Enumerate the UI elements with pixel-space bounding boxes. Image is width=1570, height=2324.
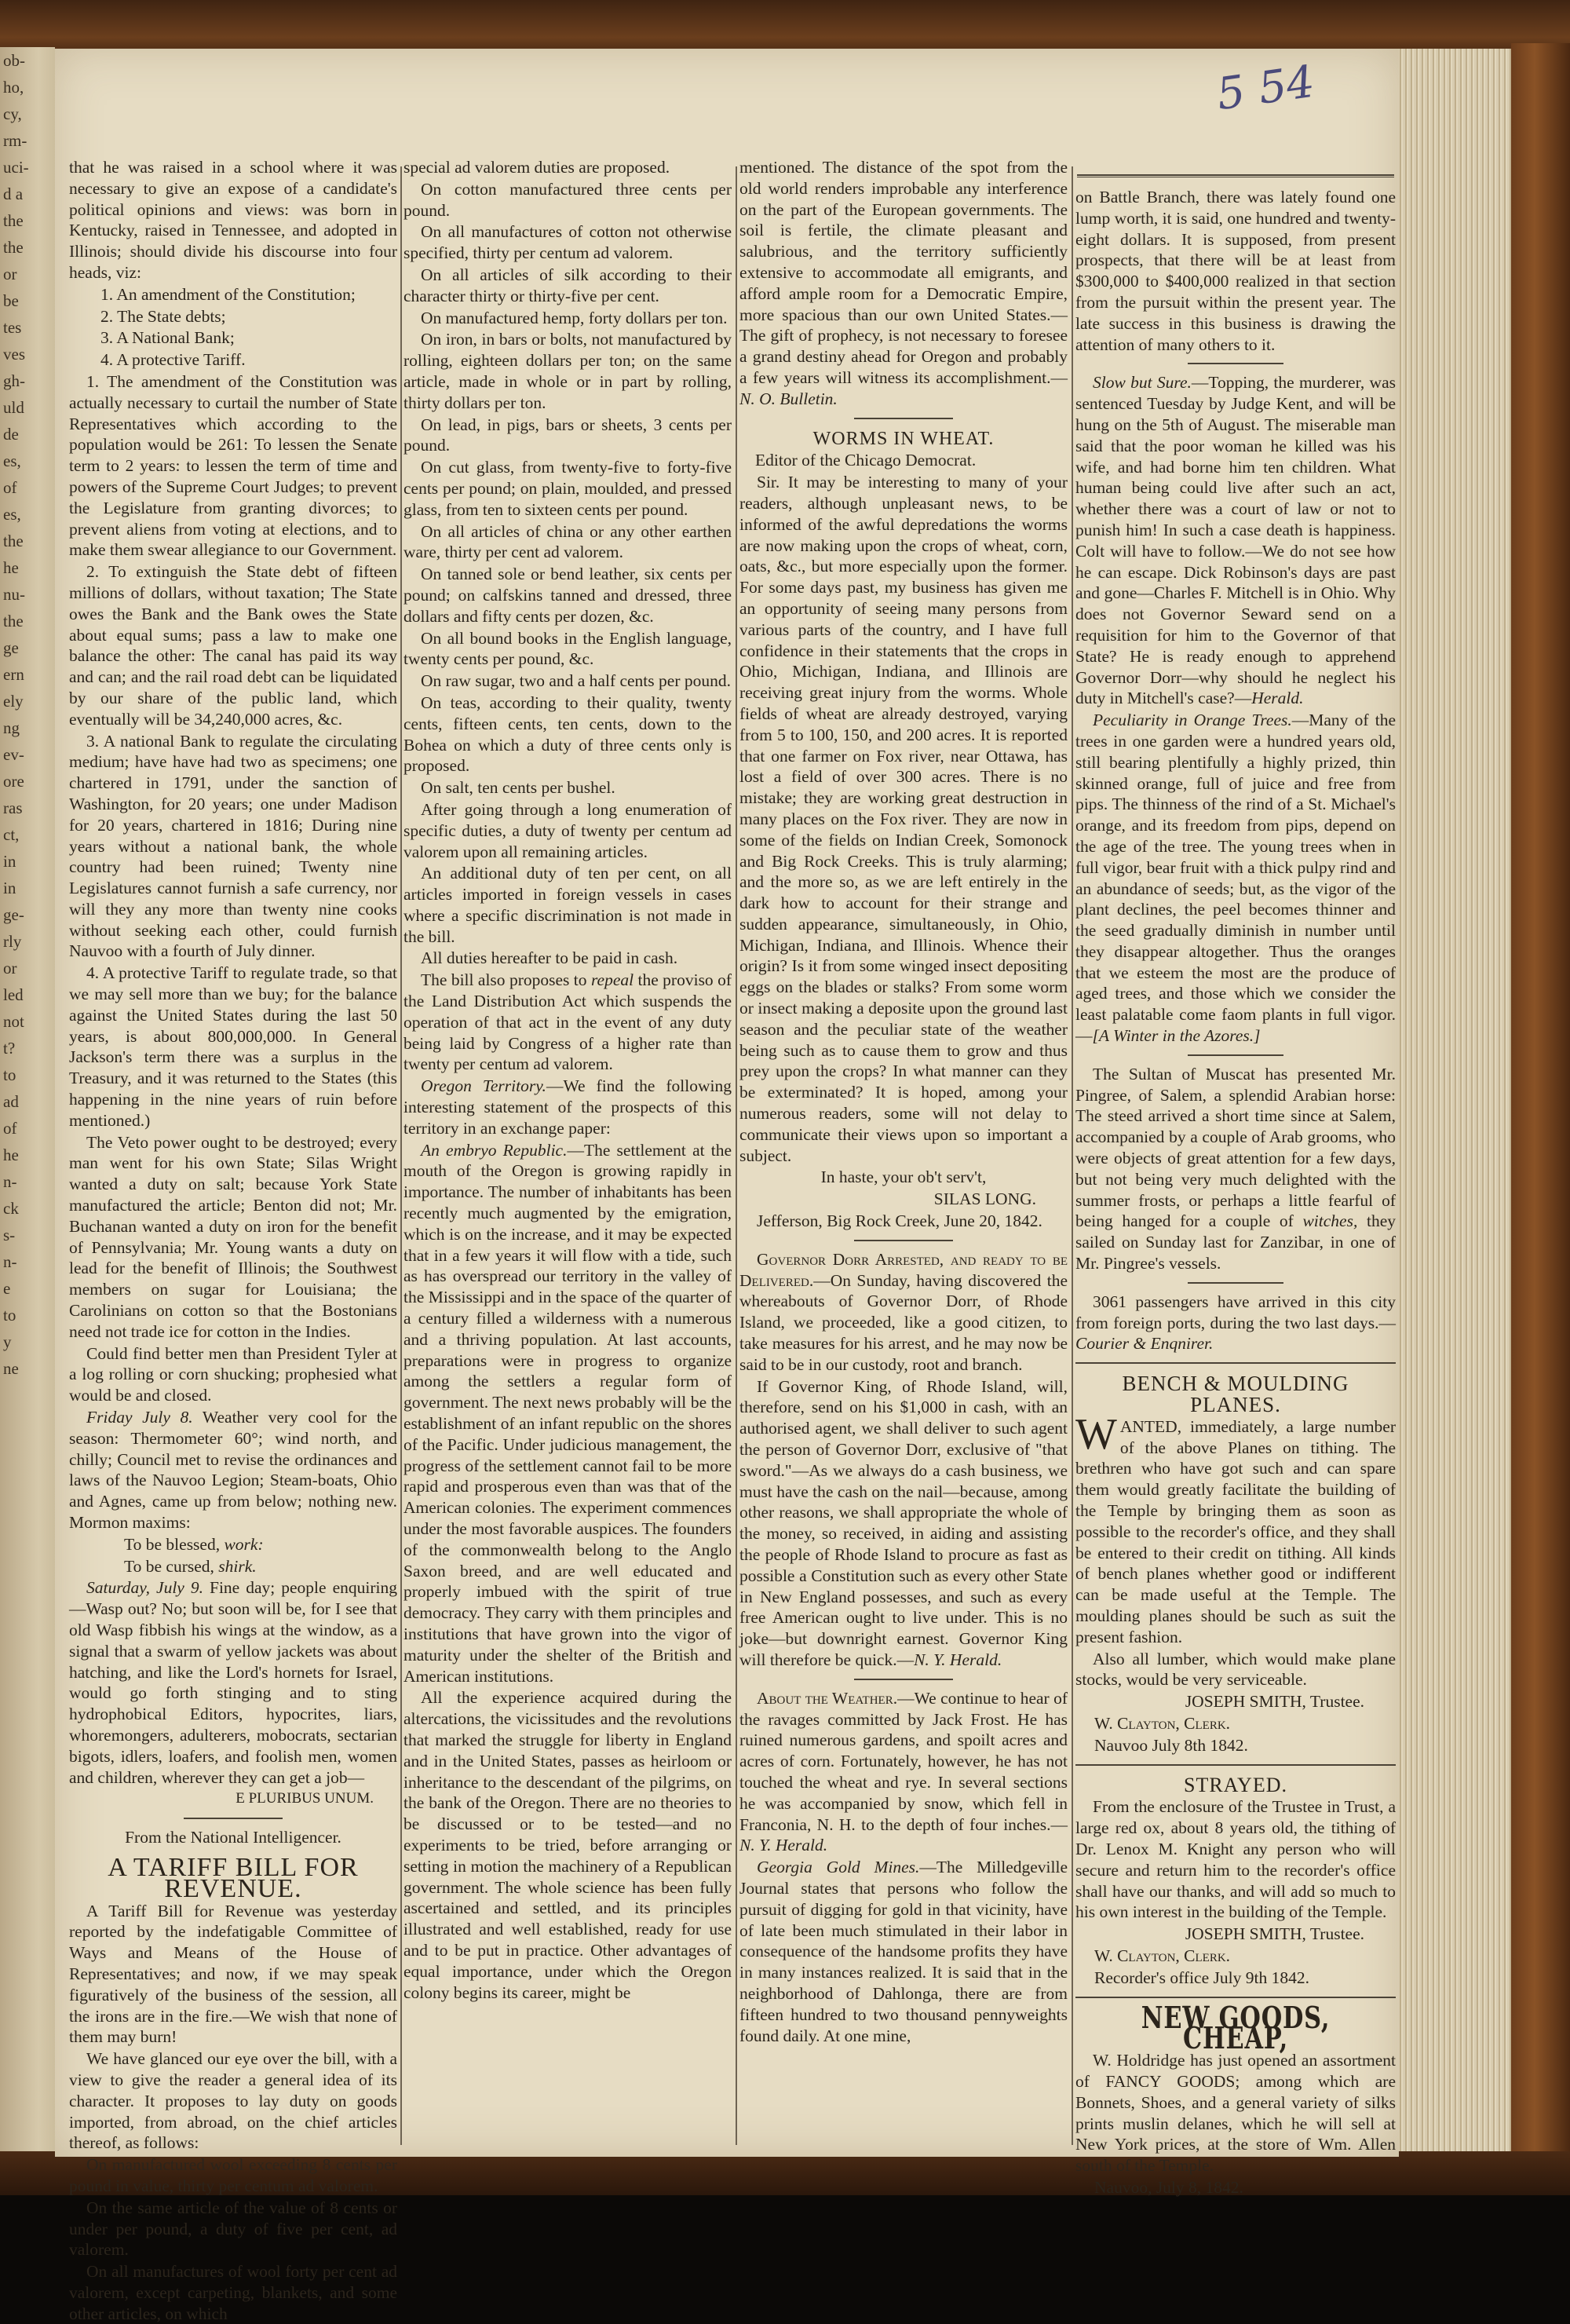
maxim-word: work:: [224, 1534, 264, 1554]
emphasis: witches,: [1302, 1211, 1358, 1231]
source-credit: N. O. Bulletin.: [739, 389, 838, 408]
gutter-fragment: ng: [3, 718, 20, 737]
column-2: [403, 157, 732, 2158]
gutter-fragment: to: [3, 1306, 16, 1325]
gutter-fragment: n-: [3, 1252, 17, 1271]
gutter-fragment: uld: [3, 398, 24, 417]
gutter-fragment: cy,: [3, 104, 22, 123]
paragraph: [403, 1140, 732, 1687]
separator: [854, 418, 952, 419]
gutter-fragment: the: [3, 532, 24, 550]
paragraph: special ad valorem duties are proposed.: [403, 158, 670, 177]
paragraph-text: they sailed on Sunday last for Zanzibar, in one of Mr. Pingree's vessels.: [1075, 1211, 1396, 1273]
paragraph: that he was raised in a school where it was necessary to give an expose of a candidate's political opinions and views: was born in Kentucky, raised in Tennessee, and adopted in Illinois; should divide his discourse into four heads, viz:: [69, 158, 397, 282]
paragraph-text: —The settlement at the mouth of the Oregon is growing rapidly in importance. The number of inhabitants has been recently much augmented by the emigration, which is on the increase, and it may be expected that in a few years it will flow with a tide, such as has overspread our territory in the valley of the Mississippi and in the space of the quarter of a century filled a wilderness with a numerous and a thriving population. At last accounts, preparations were in progress to organize among the settlers a regular form of government. The next news probably will be the establishment of an infant republic on the shores of the Pacific. Under judicious management, the progress of the settlement cannot fail to be more rapid and prosperous even than was that of the American colonies. The experiment commences under the most favorable auspices. The founders of the commonwealth belong to the Anglo Saxon breed, and are well educated and properly imbued with the spirit of true democracy. They carry with them principles and institutions that have grown into the vigor of maturity under the shelter of the British and American institutions.: [403, 1140, 732, 1686]
column-rule: [736, 166, 737, 2145]
gutter-fragment: ad: [3, 1092, 19, 1111]
paragraph: [1075, 710, 1396, 1047]
gutter-fragment: ck: [3, 1199, 19, 1218]
goods-heading: NEW GOODS, CHEAP,: [1141, 1999, 1331, 2056]
gutter-fragment: ves: [3, 345, 25, 364]
column-3: [739, 157, 1068, 2158]
bench-ad-heading: BENCH & MOULDING PLANES.: [1122, 1372, 1349, 1417]
gutter-fragment: t?: [3, 1039, 16, 1058]
paragraph: The Veto power ought to be destroyed; every man went for his own State; Silas Wright wanted a duty on salt; because York State manufactured the article; Benton did not; Mr. Buchanan wanted a duty on iron for the benefit of Pennsylvania; Mr. Young wants a duty on lead for the benefit of Illinois; the Southwest members on sugar for Louisiana; the Carolinians on cotton so that the Bostonians need not trade ice for cotton in the Indies.: [69, 1132, 397, 1341]
paragraph-text: The Sultan of Muscat has presented Mr. Pingree, of Salem, a splendid Arabian horse: The steed arrived a short time since at Salem, accompanied by a couple of Arab grooms, who were objects of great attention for a few days, but not being very much delighted with the summer frosts, or perhaps a little fearful of being hanged for a couple of: [1075, 1064, 1396, 1231]
paragraph-text: Weather very cool for the season: Thermometer 60°; wind north, and chilly; Council met to revise the ordinances and laws of the Nauvoo Legion; Steam-boats, Ohio and Agnes, came up from below; nothing new. Mormon maxims:: [69, 1408, 398, 1532]
separator: [1188, 1282, 1283, 1284]
gutter-fragment: ho,: [3, 78, 24, 97]
paragraph: 3. A national Bank to regulate the circulating medium; have have had two as specimens; one chartered in 1791, under the sanction of Washington, for 20 years; one under Madison for 20 years, chartered in 1816; During nine years without a national bank, the whole country had been ruined; Twenty nine Legislatures cannot furnish a safe currency, nor will they any more than twenty nine cooks without seeking each other, could furnish Nauvoo with a fourth of July dinner.: [69, 731, 397, 961]
article-lead: An embryo Republic.: [421, 1140, 568, 1160]
paragraph: We have glanced our eye over the bill, with a view to give the reader a general idea of its character. It proposes to lay duty on goods imported, from abroad, on the chief articles thereof, as follows:: [69, 2049, 397, 2153]
maxim: [69, 1534, 397, 1555]
gutter-fragment: es,: [3, 505, 21, 524]
worms-heading: WORMS IN WHEAT.: [812, 428, 995, 449]
list-item: 2. The State debts;: [100, 306, 226, 326]
gutter-fragment: ne: [3, 1359, 19, 1378]
gutter-fragment: he: [3, 1146, 19, 1164]
maxim-text: To be cursed,: [124, 1556, 219, 1576]
paragraph: [1075, 372, 1396, 709]
paragraph: [403, 970, 732, 1075]
strayed-heading: STRAYED.: [1183, 1773, 1287, 1796]
paragraph: [739, 1857, 1068, 2046]
paragraph-text: 3061 passengers have arrived in this city from foreign ports, during the two last days.—: [1075, 1292, 1396, 1332]
separator: [1075, 1362, 1396, 1364]
list-item: 3. A National Bank;: [100, 328, 235, 348]
paragraph: On all articles of china or any other earthen ware, thirty per cent ad valorem.: [403, 521, 732, 562]
paragraph-text: —Topping, the murderer, was sentenced Tuesday by Judge Kent, and will be hung on the 5th of August. The miserable man said that the poor woman he killed was his wife, and had borne him ten children. What human being could live after such an act, whether there was a court of law or not to punish him! In such a case death is happiness. Colt will have to follow.—We do not see how he can escape. Dick Robinson's days are past and gone—Charles F. Mitchell is in Ohio. Why does not Governor Seward send on a requisition for him to the Governor of that State? He is ready enough to apprehend Governor Dorr—why should he neglect his duty in Mitchell's case?—: [1075, 373, 1396, 708]
ad-text: Also all lumber, which would make plane stocks, would be very serviceable.: [1075, 1649, 1396, 1690]
paragraph: After going through a long enumeration of specific duties, a duty of twenty per centum ad valorem upon all remaining articles.: [403, 799, 732, 861]
gutter-fragment: the: [3, 612, 24, 630]
separator: [854, 1679, 952, 1680]
paragraph-text: mentioned. The distance of the spot from the old world renders improbable any interference on the part of the European governments. The soil is fertile, the climate pleasant and salubrious, and the territory sufficiently extensive to accommodate all emigrants, and afford ample room for a Democratic Empire, more spacious than our own United States.—The gift of prophecy, is not necessary to foresee a grand destiny ahead for Oregon and probably a few years will witness its accomplishment.—: [739, 158, 1068, 387]
article-lead: About the Weather.: [757, 1688, 898, 1708]
paragraph: On all manufactures of cotton not otherwise specified, thirty per centum ad valorem.: [403, 222, 732, 263]
gutter-fragment: e: [3, 1279, 11, 1298]
paragraph-text: The bill also proposes to: [421, 970, 591, 990]
article-lead: Peculiarity in Orange Trees.: [1093, 711, 1292, 730]
gutter-fragment: the: [3, 211, 24, 230]
ad-date: Nauvoo July 8th 1842.: [1094, 1735, 1248, 1755]
gutter-fragment: ev-: [3, 745, 24, 764]
facing-page-gutter: [0, 47, 55, 2159]
paragraph: On manufactured wool exceeding 8 cents per pound in value, thirty per centum ad valorem.: [69, 2155, 397, 2195]
gutter-fragment: the: [3, 238, 24, 257]
ad-date: Nauvoo, July 8, 1842.: [1094, 2177, 1243, 2197]
gutter-fragment: not: [3, 1012, 24, 1031]
source-credit: Herald.: [1251, 689, 1304, 708]
ad-signature: JOSEPH SMITH, Trustee.: [1185, 1924, 1364, 1944]
gutter-fragment: or: [3, 265, 17, 283]
paragraph: Could find better men than President Tyler at a log rolling or corn shucking; prophesied what would be and closed.: [69, 1343, 397, 1405]
letter-close: In haste, your ob't serv't,: [820, 1167, 987, 1187]
paragraph: [739, 1249, 1068, 1376]
article-lead: Governor Dorr Arrested, and ready to be Delivered.: [739, 1249, 1068, 1290]
paragraph: 4. A protective Tariff to regulate trade, so that we may sell more than we buy; for the balance against the United States during the last 50 years, is about 800,000,000. In General Jackson's term there was a surplus in the Treasury, and it was returned to the States (this happening in the nine years of ruin before mentioned.): [69, 963, 397, 1130]
gutter-fragment: y: [3, 1332, 12, 1351]
list-item: 1. An amendment of the Constitution;: [100, 284, 356, 304]
maxim: [69, 1556, 397, 1577]
date-lead: Friday July 8.: [86, 1408, 193, 1427]
paragraph: All duties hereafter to be paid in cash.: [421, 948, 678, 968]
paragraph-text: —Many of the trees in one garden were a hundred years old, still bearing plentifully a highly prized, thin skinned orange, full of juice and free from pips. The thinness of the rind of a St. Michael's orange, and its freedom from pips, depend on the age of the tree. The young trees when in full vigor, bear fruit with a thick pulpy rind and an abundance of seeds; but, as the vigor of the plant declines, the peel becomes thinner and the seed gradually diminish in number until they disappear altogether. Thus the oranges that we esteem the most are the produce of aged trees, and those which we consider the least palatable come faom plants in full vigor.—: [1075, 711, 1396, 1046]
ad-clerk: W. Clayton, Clerk.: [1094, 1713, 1231, 1733]
source-credit: Courier & Enqnirer.: [1075, 1334, 1214, 1354]
column-top-rule: [1077, 174, 1394, 177]
source-credit: [A Winter in the Azores.]: [1092, 1026, 1261, 1046]
source-credit: N. Y. Herald.: [914, 1650, 1002, 1669]
heads-list: [69, 284, 397, 371]
paragraph: [739, 1376, 1068, 1671]
gutter-fragment: he: [3, 558, 19, 577]
gutter-fragment: rm-: [3, 131, 27, 150]
maxim-word: shirk.: [218, 1556, 257, 1576]
paragraph: [739, 1688, 1068, 1856]
book-cover-edge: [1511, 43, 1570, 2163]
paragraph-text: Fine day; people enquiring—Wasp out? No; but soon will be, for I see that old Wasp fibbish his wings at the window, as a signal that a swarm of yellow jackets was about hatching, and like the Lord's hornets for Israel, would go forth stinging and to sting hydrophobical Editors, hypocrites, liars, whoremongers, adulterers, mobocrats, sectarian bigots, idlers, loafers, and foolish men, women and children, wherever they can get a job—: [69, 1578, 397, 1787]
paragraph: On manufactured hemp, forty dollars per ton.: [421, 308, 728, 327]
gutter-fragment: ge: [3, 638, 19, 657]
source-line: From the National Intelligencer.: [125, 1828, 341, 1847]
gutter-fragment: es,: [3, 451, 21, 470]
paragraph: On lead, in pigs, bars or sheets, 3 cents per pound.: [403, 415, 732, 455]
paragraph-text: —The Milledgeville Journal states that persons who follow the pursuit of digging for gold in that vicinity, have of late been much stimulated in their labor in consequence of the handsome profits they have in many instances realized. It is said that in the neighborhood of Dahlonga, there are from fifteen hundred to two thousand pennyweights found daily. At one mine,: [739, 1858, 1068, 2045]
ad-text: WANTED, immediately, a large number of the above Planes on tithing. The brethren who have got such and can spare them would greatly facilitate the building of the Temple by bringing them as soon as possible to the recorder's office, and they shall be entered to their credit on tithing. All kinds of bench planes whether good or indifferent can be made useful at the Temple. The moulding planes should be such as suit the present fashion.: [1075, 1409, 1396, 1646]
ad-signature: JOSEPH SMITH, Trustee.: [1185, 1692, 1364, 1712]
column-1: [69, 157, 398, 2323]
column-rule: [1072, 166, 1073, 2145]
paragraph: [69, 1577, 397, 1788]
paragraph: On teas, according to their quality, twenty cents, fifteen cents, ten cents, down to the Bohea on which a duty of three cents only is proposed.: [403, 692, 732, 776]
gutter-fragment: ob-: [3, 51, 25, 70]
paragraph: On tanned sole or bend leather, six cents per pound; on calfskins tanned and dressed, three dollars and fifty cents per dozen, &c.: [403, 565, 732, 626]
paragraph: 1. The amendment of the Constitution was actually necessary to curtail the number of State Representatives which according to the population would be 261: To lessen the Senate term to 2 years: to lessen the term of time and powers of the Supreme Court Judges; to prevent the Legislature from granting divorces; to prevent aliens from voting at elections, and to make them swear allegiance to our Government.: [69, 371, 397, 560]
page-stack-edge: [1397, 49, 1515, 2161]
paragraph: [1075, 1292, 1396, 1354]
column-rule: [400, 166, 402, 2145]
gutter-fragment: to: [3, 1065, 16, 1084]
separator: [184, 1818, 282, 1819]
gutter-fragment: rly: [3, 932, 22, 951]
gutter-fragment: de: [3, 425, 19, 444]
gutter-fragment: in: [3, 879, 16, 897]
paragraph: On iron, in bars or bolts, not manufactured by rolling, eighteen dollars per ton; on the same article, made in whole or in part by rolling, thirty dollars per ton.: [403, 330, 732, 412]
separator: [1188, 1054, 1283, 1056]
letter-signature: SILAS LONG.: [933, 1189, 1036, 1209]
list-item: 4. A protective Tariff.: [100, 350, 246, 370]
editor-line: Editor of the Chicago Democrat.: [755, 451, 977, 470]
paragraph: On cut glass, from twenty-five to forty-five cents per pound; on plain, moulded, and pressed glass, from ten to sixteen cents per pound.: [403, 458, 732, 519]
paragraph-text: —We find the following interesting statement of the prospects of this territory in an exchange paper:: [403, 1076, 732, 1138]
gutter-fragment: ge-: [3, 905, 24, 924]
gutter-fragment: in: [3, 852, 16, 871]
paragraph: An additional duty of ten per cent, on all articles imported in foreign vessels in cases where a specific discrimination is not made in the bill.: [403, 864, 732, 946]
column-4: [1075, 187, 1396, 2197]
paragraph: [69, 1407, 397, 1533]
separator: [1075, 1764, 1396, 1766]
paragraph: On cotton manufactured three cents per pound.: [403, 179, 732, 220]
date-lead: Saturday, July 9.: [86, 1578, 203, 1598]
gutter-fragment: or: [3, 959, 17, 977]
paragraph: All the experience acquired during the altercations, the vicissitudes and the revolutions that marked the struggle for liberty in England and in the United States, passes as heirloom or inheritance to the descendant of the pilgrims, on the bank of the Oregon. There are no theories to be discussed or to be tested—and no experiments to be tried, before arranging or setting in motion the machinery of a Republican government. The whole science has been fully ascertained and settled, and its principles illustrated and well established, ready for use and to be put in practice. Other advantages of equal importance, under which the Oregon colony begins its career, might be: [403, 1688, 732, 2002]
gutter-fragment: of: [3, 478, 17, 497]
gutter-fragment: d a: [3, 185, 24, 203]
article-lead: Oregon Territory.: [421, 1076, 546, 1096]
gutter-fragment: tes: [3, 318, 22, 337]
gutter-fragment: ct,: [3, 825, 20, 844]
paragraph-text: If Governor King, of Rhode Island, will, therefore, send on his $1,000 in cash, with an authorised agent, we shall deliver to such agent the person of Governor Dorr, exclusive of "that sword."—As we always do a cash business, we must have the cash on the nail—because, among other reasons, we shall appropriate the whole of the money, so received, in aiding and assisting the people of Rhode Island to procure as fast as possible a Constitution such as every other State in New England possesses, and such as every free American ought to live under. This is no joke—but downright earnest. Governor King will therefore be quick.—: [739, 1376, 1068, 1669]
gutter-fragment: uci-: [3, 158, 29, 177]
gutter-fragment: of: [3, 1119, 17, 1138]
separator: [1075, 1997, 1396, 1998]
paragraph-text: —We continue to hear of the ravages committed by Jack Frost. He has ruined numerous gardens, and spoilt acres and acres of corn. Fortunately, however, he has not touched the wheat and rye. In several sections he was accompanied by snow, which fell in Franconia, N. H. to the depth of four inches.—: [739, 1688, 1068, 1834]
paragraph-text: —On Sunday, having discovered the whereabouts of Governor Dorr, of Rhode Island, we proceeded, like a good citizen, to take measures for his arrest, and he may now be said to be in our custody, root and branch.: [739, 1270, 1068, 1374]
emphasis: repeal: [590, 970, 634, 990]
handwritten-folio: 5 54: [1214, 56, 1318, 121]
paragraph: [739, 157, 1068, 410]
paragraph: On salt, ten cents per bushel.: [421, 778, 615, 798]
gutter-fragment: ern: [3, 665, 24, 684]
paragraph: On the same article of the value of 8 cents or under per pound, a duty of five per cent, ad valorem.: [69, 2198, 397, 2260]
ad-date: Recorder's office July 9th 1842.: [1094, 1968, 1309, 1987]
tariff-heading: A TARIFF BILL FOR REVENUE.: [108, 1852, 359, 1903]
paragraph: 2. To extinguish the State debt of fifteen millions of dollars, without taxation; The State owes the Bank and the Bank owes the State about equal sums; pass a law to make one balance the other: The canal has paid its way and can; and the rail road debt can be liquidated by our share of the public land, which eventually will be 34,240,000 acres, &c.: [69, 562, 397, 729]
article-lead: Georgia Gold Mines.: [757, 1858, 920, 1877]
paragraph-text: the proviso of the Land Distribution Act which suspends the operation of that act in the event of any duty being laid by Congress of a higher rate than twenty per centum ad valorem.: [403, 970, 732, 1074]
gutter-fragment: be: [3, 291, 19, 310]
paragraph: [1075, 1064, 1396, 1274]
gutter-fragment: s-: [3, 1226, 16, 1244]
ad-clerk: W. Clayton, Clerk.: [1094, 1946, 1231, 1965]
newspaper-page: [55, 49, 1399, 2323]
paragraph: on Battle Branch, there was lately found one lump worth, it is said, one hundred and twenty-eight dollars. It is supposed, from present prospects, that there will be at least from $300,000 to $400,000 realized in that section from the pursuit within the present year. The late success in this business is drawing the attention of many others to it.: [1075, 188, 1396, 354]
paragraph: Sir. It may be interesting to many of your readers, although unpleasant news, to be informed of the awful depredations the worms are now making upon the crops of wheat, corn, oats, &c., but more especially upon the former. For some days past, my business has given me an opportunity of seeing many persons from various parts of the country, and I have full confidence in their statements that the crops in Ohio, Michigan, Indiana, and Illinois are receiving great injury from the worms. Whole fields of wheat are already destroyed, varying from 5 to 100, 150, and 200 acres. It is reported that one farmer on Fox river, near Ottawa, has lost a field of over 300 acres. There is no mistake; they are working great destruction in many places on the Fox river. They are now in some of the fields on Indian Creek, Somonock and Big Rock Creeks. This is truly alarming; and the more so, as we are left entirely in the dark how to account for their strange and sudden appearance, simultaneously, in Ohio, Michigan, Indiana, and Illinois. Whence their origin? Is it from some winged insect depositing eggs on the blades or stalks? From some worm or insect making a deposite upon the ground last season and the peculiar state of the weather being such as to cause them to grow and thus prey upon the crops? In what manner can they be exterminated? It is hoped, among your numerous readers, some will not delay to communicate their views upon so important a subject.: [739, 473, 1068, 1165]
signoff: E PLURIBUS UNUM.: [236, 1790, 374, 1807]
gutter-fragment: ore: [3, 772, 24, 791]
gutter-fragment: n-: [3, 1172, 17, 1191]
gutter-fragment: led: [3, 985, 24, 1004]
gutter-fragment: nu-: [3, 585, 25, 604]
gutter-fragment: gh-: [3, 371, 25, 390]
paragraph: A Tariff Bill for Revenue was yesterday reported by the indefatigable Committee of Ways and Means of the House of Representatives; and now, if we may speak figuratively of the business of the session, all the irons are in the fire.—We wish that none of them may burn!: [69, 1901, 397, 2047]
separator: [1188, 363, 1283, 364]
maxim-text: To be blessed,: [124, 1534, 225, 1554]
letter-place: Jefferson, Big Rock Creek, June 20, 1842.: [757, 1211, 1042, 1231]
separator: [854, 1240, 952, 1241]
source-credit: N. Y. Herald.: [739, 1836, 828, 1855]
gutter-fragment: ely: [3, 692, 24, 711]
paragraph: On all articles of silk according to their character thirty or thirty-five per cent.: [403, 265, 732, 305]
gutter-fragment: ras: [3, 798, 23, 817]
paragraph: On all bound books in the English language, twenty cents per pound, &c.: [403, 628, 732, 669]
paragraph: On raw sugar, two and a half cents per pound.: [421, 671, 731, 691]
paragraph: On all manufactures of wool forty per cent ad valorem, except carpeting, blankets, and some other articles, on which: [69, 2262, 397, 2323]
ad-text: W. Holdridge has just opened an assortment of FANCY GOODS; among which are Bonnets, Shoes, and a general variety of silks prints muslin delanes, which he will sell at New York prices, at the store of Wm. Allen south of the Temple.: [1075, 2051, 1396, 2176]
paragraph: [403, 1076, 732, 1138]
article-lead: Slow but Sure.: [1093, 373, 1192, 393]
ad-text: From the enclosure of the Trustee in Trust, a large red ox, about 8 years old, the tithing of Dr. Lenox M. Knight any person who will secure and return him to the recorder's office shall have our thanks, and will add so much to his own interest in the building of the Temple.: [1075, 1797, 1396, 1922]
